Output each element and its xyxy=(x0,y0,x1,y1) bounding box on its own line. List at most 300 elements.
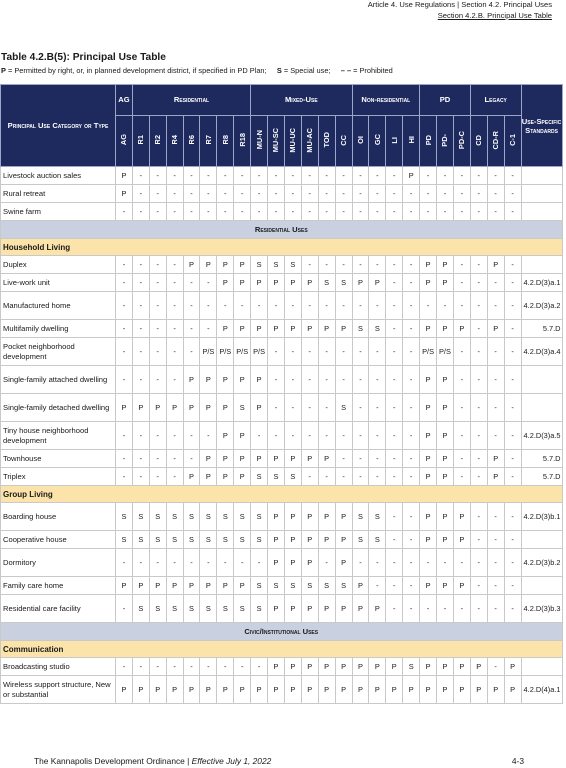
permission-cell: - xyxy=(200,658,217,676)
permission-cell: - xyxy=(504,366,521,394)
permission-cell: - xyxy=(470,274,487,292)
use-row xyxy=(1,366,563,394)
permission-cell: - xyxy=(504,320,521,338)
permission-cell: - xyxy=(504,185,521,203)
group-header-ag: AG xyxy=(116,85,133,116)
permission-cell: - xyxy=(251,203,268,221)
permission-cell: P xyxy=(284,531,301,549)
permission-cell: S xyxy=(217,503,234,531)
permission-cell: S xyxy=(183,503,200,531)
permission-cell: - xyxy=(116,366,133,394)
use-specific-standard: 4.2.D(3)b.3 xyxy=(521,595,562,623)
group-header-row xyxy=(1,641,563,658)
district-label: MU-UC xyxy=(288,127,298,153)
permission-cell: - xyxy=(386,422,403,450)
permission-cell: P xyxy=(318,658,335,676)
permission-cell: - xyxy=(318,256,335,274)
permission-cell: P xyxy=(352,595,369,623)
permission-cell: P xyxy=(420,468,437,486)
permission-cell: S xyxy=(318,274,335,292)
permission-cell: - xyxy=(251,658,268,676)
permission-cell: S xyxy=(251,595,268,623)
district-label: LI xyxy=(389,136,399,144)
permission-cell: - xyxy=(504,549,521,577)
permission-cell: P xyxy=(132,577,149,595)
permission-cell: P xyxy=(200,366,217,394)
permission-cell: S xyxy=(251,577,268,595)
legend-s-key: S xyxy=(276,66,282,75)
permission-cell: - xyxy=(437,203,454,221)
permission-cell: P xyxy=(487,468,504,486)
permission-cell: - xyxy=(116,468,133,486)
permission-cell: - xyxy=(369,256,386,274)
district-label: R18 xyxy=(237,133,247,147)
permission-cell: - xyxy=(453,422,470,450)
permission-cell: - xyxy=(116,549,133,577)
permission-cell: - xyxy=(217,167,234,185)
section-header: Civic/Institutional Uses xyxy=(1,623,563,641)
use-row xyxy=(1,292,563,320)
permission-cell: P xyxy=(166,394,183,422)
permission-cell: P xyxy=(200,450,217,468)
district-label: TOD xyxy=(322,132,332,148)
permission-cell: - xyxy=(251,167,268,185)
permission-cell: P xyxy=(200,468,217,486)
permission-cell: P xyxy=(268,531,285,549)
permission-cell: P xyxy=(251,320,268,338)
permission-cell: P xyxy=(386,676,403,704)
use-name: Single-family detached dwelling xyxy=(1,394,116,422)
permission-cell: - xyxy=(200,167,217,185)
permission-cell: - xyxy=(132,338,149,366)
permission-cell: - xyxy=(183,292,200,320)
permission-cell: P xyxy=(403,167,420,185)
principal-use-table xyxy=(0,84,563,704)
permission-cell: - xyxy=(403,203,420,221)
permission-cell: - xyxy=(149,256,166,274)
permission-cell: P xyxy=(234,676,251,704)
permission-cell: P xyxy=(217,450,234,468)
permission-cell: P xyxy=(301,676,318,704)
permission-cell: - xyxy=(301,394,318,422)
permission-cell: P xyxy=(116,167,133,185)
legend-dash-text: = Prohibited xyxy=(353,66,393,75)
section-header-row xyxy=(1,221,563,239)
permission-cell: - xyxy=(268,366,285,394)
permission-cell: - xyxy=(487,577,504,595)
permission-cell: S xyxy=(166,531,183,549)
permission-cell: - xyxy=(116,595,133,623)
use-name: Cooperative house xyxy=(1,531,116,549)
permission-cell: P xyxy=(453,658,470,676)
permission-cell: - xyxy=(335,203,352,221)
use-row xyxy=(1,167,563,185)
permission-cell: P xyxy=(284,676,301,704)
permission-cell: - xyxy=(403,595,420,623)
permission-cell: - xyxy=(116,422,133,450)
permission-cell: - xyxy=(234,658,251,676)
district-header xyxy=(217,116,234,167)
permission-cell: P xyxy=(437,320,454,338)
permission-cell: - xyxy=(453,274,470,292)
permission-cell: - xyxy=(453,256,470,274)
use-name: Manufactured home xyxy=(1,292,116,320)
permission-cell: P xyxy=(487,320,504,338)
use-row xyxy=(1,658,563,676)
district-label: CC xyxy=(339,134,349,146)
permission-cell: - xyxy=(335,366,352,394)
permission-cell: P xyxy=(217,676,234,704)
permission-cell: P xyxy=(200,394,217,422)
permission-cell: - xyxy=(403,450,420,468)
permission-cell: - xyxy=(352,366,369,394)
permission-cell: P xyxy=(234,422,251,450)
permission-cell: P xyxy=(437,468,454,486)
permission-cell: P xyxy=(420,366,437,394)
permission-cell: - xyxy=(132,422,149,450)
use-name: Townhouse xyxy=(1,450,116,468)
permission-cell: P xyxy=(335,676,352,704)
permission-cell: - xyxy=(487,167,504,185)
permission-cell: - xyxy=(369,450,386,468)
use-row xyxy=(1,256,563,274)
permission-cell: - xyxy=(200,320,217,338)
permission-cell: - xyxy=(183,185,200,203)
permission-cell: P xyxy=(420,320,437,338)
district-label: PD-C xyxy=(457,130,467,150)
permission-cell: - xyxy=(200,549,217,577)
district-label: MU-AC xyxy=(305,127,315,153)
permission-cell: - xyxy=(318,167,335,185)
permission-cell: P xyxy=(234,366,251,394)
permission-cell: - xyxy=(352,203,369,221)
use-row xyxy=(1,468,563,486)
permission-cell: - xyxy=(217,549,234,577)
permission-cell: P xyxy=(352,274,369,292)
permission-cell: - xyxy=(284,366,301,394)
permission-cell: - xyxy=(301,185,318,203)
permission-cell: P xyxy=(369,658,386,676)
permission-cell: S xyxy=(335,394,352,422)
permission-cell: P xyxy=(284,658,301,676)
permission-cell: P xyxy=(183,468,200,486)
permission-cell: - xyxy=(453,366,470,394)
permission-cell: - xyxy=(369,167,386,185)
permission-cell: - xyxy=(335,292,352,320)
permission-cell: - xyxy=(132,203,149,221)
use-name: Dormitory xyxy=(1,549,116,577)
permission-cell: - xyxy=(504,468,521,486)
permission-cell: - xyxy=(420,167,437,185)
permission-cell: S xyxy=(217,531,234,549)
permission-cell: - xyxy=(504,394,521,422)
permission-cell: S xyxy=(116,503,133,531)
group-header: Communication xyxy=(1,641,563,658)
use-name: Single-family attached dwelling xyxy=(1,366,116,394)
use-name: Residential care facility xyxy=(1,595,116,623)
permission-cell: - xyxy=(149,658,166,676)
district-label: AG xyxy=(119,134,129,146)
use-row xyxy=(1,185,563,203)
permission-cell: P xyxy=(437,394,454,422)
permission-cell: - xyxy=(166,256,183,274)
permission-cell: - xyxy=(352,167,369,185)
permission-cell: P xyxy=(268,503,285,531)
permission-cell: - xyxy=(116,338,133,366)
permission-cell: - xyxy=(386,595,403,623)
use-specific-standard: 4.2.D(3)a.2 xyxy=(521,292,562,320)
permission-cell: - xyxy=(386,531,403,549)
permission-cell: - xyxy=(403,256,420,274)
permission-cell: - xyxy=(284,185,301,203)
permission-cell: P xyxy=(251,274,268,292)
group-header-residential: Residential xyxy=(132,85,250,116)
legend-p-key: P xyxy=(1,66,6,75)
permission-cell: - xyxy=(386,274,403,292)
permission-cell: - xyxy=(403,503,420,531)
section-header-row xyxy=(1,623,563,641)
permission-cell: P xyxy=(183,394,200,422)
permission-cell: - xyxy=(318,292,335,320)
permission-cell: - xyxy=(116,256,133,274)
permission-cell: S xyxy=(369,320,386,338)
permission-cell: - xyxy=(453,468,470,486)
permission-cell: - xyxy=(386,185,403,203)
permission-cell: P xyxy=(504,676,521,704)
use-specific-standard xyxy=(521,185,562,203)
permission-cell: S xyxy=(116,531,133,549)
permission-cell: P xyxy=(301,531,318,549)
permission-cell: - xyxy=(166,185,183,203)
permission-cell: P xyxy=(453,531,470,549)
permission-cell: S xyxy=(268,256,285,274)
district-label: R6 xyxy=(187,135,196,145)
permission-cell: - xyxy=(437,549,454,577)
permission-cell: - xyxy=(251,549,268,577)
use-specific-standard: 5.7.D xyxy=(521,450,562,468)
permission-cell: P xyxy=(318,595,335,623)
permission-cell: - xyxy=(318,468,335,486)
permission-cell: - xyxy=(166,658,183,676)
permission-cell: S xyxy=(403,658,420,676)
district-header xyxy=(437,116,454,167)
legend-p-text: = Permitted by right, or, in planned development district, if specified in PD Plan; xyxy=(5,66,267,75)
permission-cell: P xyxy=(268,549,285,577)
permission-cell: - xyxy=(149,320,166,338)
permission-cell: P xyxy=(149,577,166,595)
permission-cell: - xyxy=(268,203,285,221)
page-number: 4-3 xyxy=(511,756,524,766)
permission-cell: P xyxy=(420,658,437,676)
permission-cell: - xyxy=(234,203,251,221)
district-label: HI xyxy=(406,136,416,144)
district-label: PD- xyxy=(440,133,450,147)
group-header: Household Living xyxy=(1,239,563,256)
permission-cell: - xyxy=(251,185,268,203)
permission-cell: - xyxy=(470,468,487,486)
permission-cell: P xyxy=(369,676,386,704)
permission-cell: - xyxy=(149,185,166,203)
use-specific-standard: 4.2.D(4)a.1 xyxy=(521,676,562,704)
permission-cell: P xyxy=(234,468,251,486)
permission-cell: P xyxy=(284,274,301,292)
permission-cell: P xyxy=(335,503,352,531)
permission-cell: S xyxy=(200,531,217,549)
district-header xyxy=(149,116,166,167)
permission-cell: P xyxy=(183,676,200,704)
permission-cell: - xyxy=(352,394,369,422)
permission-cell: - xyxy=(183,167,200,185)
permission-cell: - xyxy=(453,549,470,577)
permission-cell: P xyxy=(453,320,470,338)
permission-cell: P xyxy=(183,366,200,394)
permission-cell: P xyxy=(217,394,234,422)
permission-cell: S xyxy=(369,531,386,549)
district-label: R2 xyxy=(153,135,163,145)
permission-cell: - xyxy=(487,203,504,221)
permission-cell: - xyxy=(437,167,454,185)
permission-cell: - xyxy=(166,338,183,366)
permission-cell: P xyxy=(504,658,521,676)
permission-cell: - xyxy=(132,468,149,486)
permission-cell: - xyxy=(183,203,200,221)
permission-cell: P xyxy=(487,450,504,468)
use-specific-standard xyxy=(521,577,562,595)
permission-cell: - xyxy=(403,549,420,577)
permission-cell: - xyxy=(116,292,133,320)
permission-cell: - xyxy=(183,450,200,468)
permission-cell: - xyxy=(369,366,386,394)
permission-cell: P xyxy=(116,577,133,595)
group-header-pd: PD xyxy=(420,85,471,116)
permission-cell: - xyxy=(132,256,149,274)
permission-cell: - xyxy=(284,338,301,366)
permission-cell: S xyxy=(251,531,268,549)
permission-cell: P xyxy=(251,676,268,704)
district-label: R4 xyxy=(170,135,180,145)
permission-cell: P xyxy=(437,366,454,394)
permission-cell: P xyxy=(166,577,183,595)
permission-cell: - xyxy=(386,468,403,486)
permission-cell: - xyxy=(183,422,200,450)
use-specific-standard xyxy=(521,203,562,221)
permission-cell: P xyxy=(453,676,470,704)
use-specific-standard xyxy=(521,167,562,185)
group-header-row xyxy=(1,486,563,503)
permission-cell: - xyxy=(234,292,251,320)
permission-cell: P xyxy=(217,577,234,595)
permission-cell: - xyxy=(453,595,470,623)
use-name: Swine farm xyxy=(1,203,116,221)
permission-cell: - xyxy=(386,292,403,320)
permission-cell: S xyxy=(335,577,352,595)
permission-cell: - xyxy=(487,549,504,577)
permission-cell: P xyxy=(149,676,166,704)
permission-cell: - xyxy=(132,450,149,468)
permission-cell: P xyxy=(116,185,133,203)
permission-cell: - xyxy=(200,274,217,292)
district-header xyxy=(116,116,133,167)
permission-cell: - xyxy=(149,292,166,320)
district-label: CD xyxy=(474,134,484,146)
permission-cell: - xyxy=(369,468,386,486)
permission-cell: P xyxy=(217,274,234,292)
permission-cell: P xyxy=(386,658,403,676)
use-name: Family care home xyxy=(1,577,116,595)
permission-cell: S xyxy=(284,577,301,595)
permission-cell: P xyxy=(200,256,217,274)
permission-cell: - xyxy=(217,658,234,676)
permission-cell: - xyxy=(453,185,470,203)
permission-cell: - xyxy=(200,422,217,450)
use-name: Boarding house xyxy=(1,503,116,531)
district-header xyxy=(318,116,335,167)
permission-cell: P xyxy=(301,274,318,292)
permission-cell: - xyxy=(132,185,149,203)
district-header xyxy=(352,116,369,167)
permission-cell: - xyxy=(487,274,504,292)
district-label: R8 xyxy=(220,135,230,145)
district-label: R7 xyxy=(203,135,213,145)
permission-cell: - xyxy=(504,338,521,366)
permission-cell: P xyxy=(284,320,301,338)
permission-cell: - xyxy=(268,185,285,203)
permission-cell: - xyxy=(301,366,318,394)
header-line-2: Section 4.2.B. Principal Use Table xyxy=(437,10,552,20)
permission-cell: - xyxy=(183,658,200,676)
permission-cell: - xyxy=(470,292,487,320)
permission-cell: - xyxy=(166,203,183,221)
permission-cell: - xyxy=(403,422,420,450)
permission-cell: - xyxy=(504,503,521,531)
permission-cell: S xyxy=(149,503,166,531)
permission-cell: P xyxy=(420,531,437,549)
permission-cell: - xyxy=(470,450,487,468)
permission-cell: - xyxy=(318,549,335,577)
permission-cell: - xyxy=(386,577,403,595)
permission-cell: - xyxy=(352,185,369,203)
permission-cell: - xyxy=(403,577,420,595)
permission-cell: P xyxy=(420,676,437,704)
permission-cell: S xyxy=(251,503,268,531)
permission-cell: P xyxy=(437,422,454,450)
permission-cell: - xyxy=(470,338,487,366)
permission-cell: - xyxy=(284,203,301,221)
permission-cell: - xyxy=(268,422,285,450)
district-label: MU-SC xyxy=(271,127,281,153)
use-name: Rural retreat xyxy=(1,185,116,203)
permission-cell: P xyxy=(437,274,454,292)
permission-cell: S xyxy=(352,320,369,338)
use-row xyxy=(1,676,563,704)
permission-cell: - xyxy=(403,366,420,394)
permission-cell: - xyxy=(149,366,166,394)
permission-cell: - xyxy=(335,167,352,185)
permission-cell: S xyxy=(234,503,251,531)
permission-cell: P xyxy=(200,577,217,595)
permission-cell: - xyxy=(504,577,521,595)
permission-cell: - xyxy=(166,292,183,320)
use-name: Triplex xyxy=(1,468,116,486)
district-header xyxy=(268,116,285,167)
permission-cell: P xyxy=(234,320,251,338)
permission-cell: P xyxy=(470,658,487,676)
footer-document-title xyxy=(34,756,271,766)
permission-cell: P xyxy=(166,676,183,704)
permission-cell: - xyxy=(335,422,352,450)
permission-cell: - xyxy=(386,203,403,221)
permission-cell: S xyxy=(352,531,369,549)
